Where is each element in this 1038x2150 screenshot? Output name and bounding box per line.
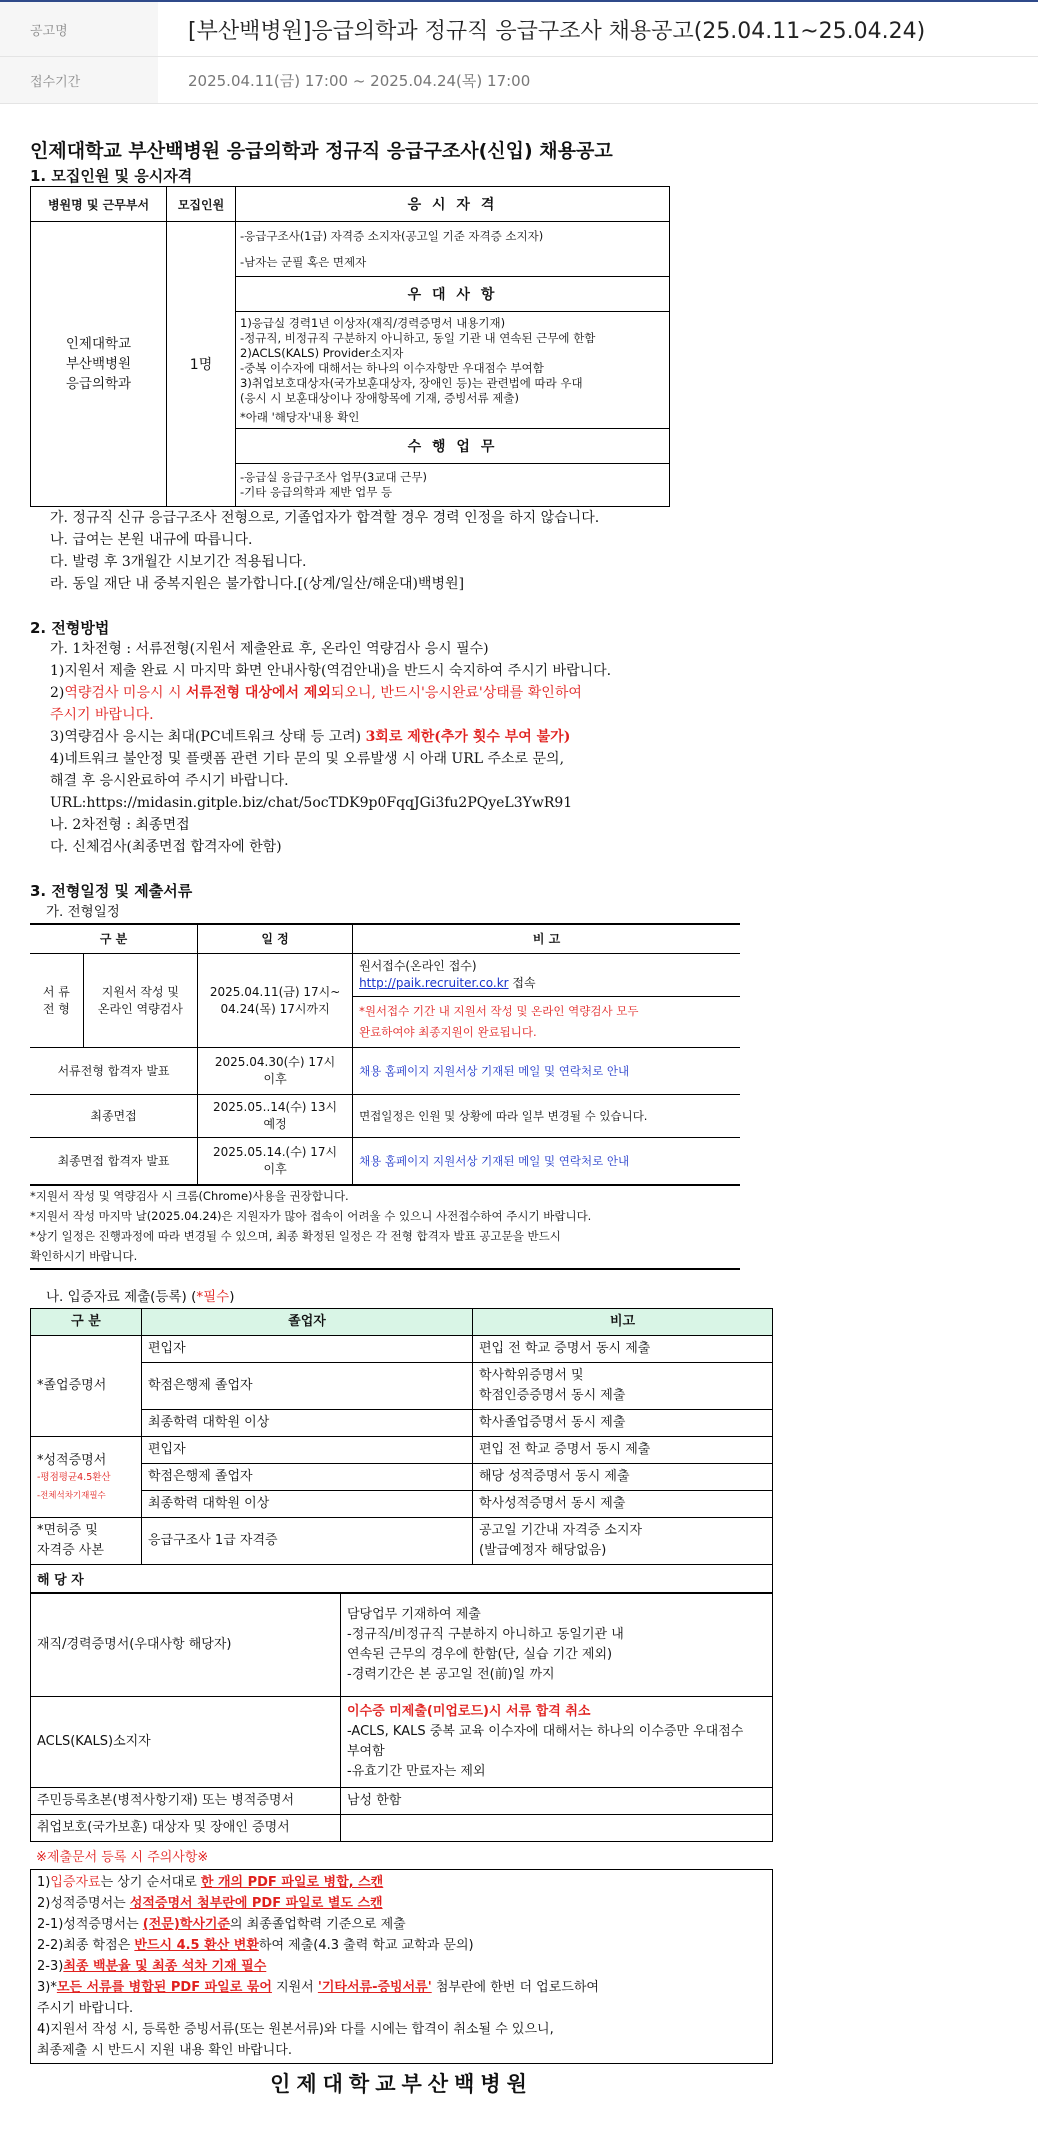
schedule-table bbox=[30, 923, 740, 1186]
text-run: 한 개의 PDF 파일로 병합, 스캔 bbox=[200, 1875, 384, 1890]
schedule-date: 2025.05.14.(수) 17시 이후 bbox=[198, 1138, 353, 1186]
caution-line: 최종제출 시 반드시 지원 내용 확인 바랍니다. bbox=[37, 2043, 292, 2058]
schedule-col-date: 일 정 bbox=[198, 924, 353, 954]
docs-type: 응급구조사 1급 자격증 bbox=[142, 1518, 473, 1565]
text-run: 2-3) bbox=[37, 1959, 64, 1974]
text-run: 2)성적증명서는 bbox=[37, 1896, 130, 1911]
dept-line: 인제대학교 bbox=[65, 336, 132, 352]
docs-col-graduate: 졸업자 bbox=[142, 1309, 473, 1336]
duty-line: -응급실 응급구조사 업무(3교대 근무) bbox=[240, 470, 427, 484]
process-line: 1)지원서 제출 완료 시 마지막 화면 안내사항(역검안내)을 반드시 숙지하여 주시기 바랍니다. bbox=[50, 663, 612, 679]
docs-note: 학사성적증명서 동시 제출 bbox=[473, 1491, 773, 1518]
schedule-footnote: *지원서 작성 및 역량검사 시 크롬(Chrome)사용을 권장합니다. bbox=[30, 1189, 349, 1203]
schedule-notes bbox=[30, 1186, 740, 1270]
transcript-title: *성적증명서 bbox=[37, 1453, 107, 1468]
documents-subheading bbox=[30, 1286, 790, 1308]
schedule-date: 2025.05..14(수) 13시 예정 bbox=[198, 1095, 353, 1138]
duty-line: -기타 응급의학과 제반 업무 등 bbox=[240, 485, 393, 499]
docs-note: 편입 전 학교 증명서 동시 제출 bbox=[473, 1437, 773, 1464]
text-run: 역량검사 미응시 시 bbox=[64, 685, 186, 701]
text-run: 입증자료 bbox=[50, 1875, 101, 1890]
text-run: 1) bbox=[37, 1875, 51, 1890]
notice-title-row bbox=[0, 2, 1038, 57]
section-1-note: 나. 급여는 본원 내규에 따릅니다. bbox=[50, 532, 253, 548]
schedule-footnote: *상기 일정은 진행과정에 따라 변경될 수 있으며, 최종 확정된 일정은 각 전형 합격자 발표 공고문을 반드시 bbox=[30, 1229, 561, 1243]
process-line: 주시기 바랍니다. bbox=[50, 707, 154, 723]
caution-line bbox=[37, 1935, 766, 1956]
notice-body bbox=[30, 132, 790, 2098]
preference-line: (응시 시 보훈대상이나 장애항목에 기재, 증빙서류 제출) bbox=[240, 390, 519, 405]
process-line-limit bbox=[30, 726, 790, 748]
text-run: 3회로 제한(추가 횟수 부여 불가) bbox=[365, 729, 571, 745]
target-note bbox=[341, 1815, 773, 1842]
schedule-col-note: 비 고 bbox=[353, 924, 740, 954]
section-1-note: 라. 동일 재단 내 중복지원은 불가합니다.[(상계/일산/해운대)백병원] bbox=[50, 576, 465, 592]
schedule-row-subtype: 지원서 작성 및 온라인 역량검사 bbox=[83, 954, 197, 1048]
notice-period-row bbox=[0, 57, 1038, 104]
caution-line bbox=[37, 1914, 766, 1935]
text-run: '기타서류-증빙서류' bbox=[317, 1980, 432, 1995]
transcript-requirement: -전체석차기재필수 bbox=[37, 1491, 106, 1501]
document-title: 인제대학교 부산백병원 응급의학과 정규직 응급구조사(신입) 채용공고 bbox=[30, 140, 613, 162]
notice-title: [부산백병원]응급의학과 정규직 응급구조사 채용공고(25.04.11~25.04.24) bbox=[188, 18, 926, 44]
text-run: 나. 입증자료 제출(등록) ( bbox=[46, 1289, 197, 1305]
caution-line: 4)지원서 작성 시, 등록한 증빙서류(또는 원본서류)와 다를 시에는 합격이 취소될 수 있으니, bbox=[37, 2022, 554, 2037]
target-note bbox=[341, 1697, 773, 1788]
preference-note: *아래 '해당자'내용 확인 bbox=[240, 409, 360, 424]
docs-col-note: 비고 bbox=[473, 1309, 773, 1336]
text-run: 의 최종졸업학력 기준으로 제출 bbox=[230, 1917, 406, 1932]
text-run: 는 상기 순서대로 bbox=[100, 1875, 201, 1890]
caution-heading: ※제출문서 등록 시 주의사항※ bbox=[36, 1850, 209, 1865]
docs-type: 편입자 bbox=[142, 1437, 473, 1464]
documents-table bbox=[30, 1308, 773, 1565]
caution-line bbox=[37, 1977, 766, 1998]
target-warning: 이수증 미제출(미업로드)시 서류 합격 취소 bbox=[347, 1704, 591, 1719]
docs-note: 학사졸업증명서 동시 제출 bbox=[473, 1410, 773, 1437]
target-item: 주민등록초본(병적사항기재) 또는 병적증명서 bbox=[31, 1788, 341, 1815]
duty-heading: 수 행 업 무 bbox=[236, 429, 670, 464]
section-1-heading: 1. 모집인원 및 응시자격 bbox=[30, 167, 193, 185]
text-run: 하여 제출(4.3 출력 학교 교학과 문의) bbox=[258, 1938, 474, 1953]
docs-note: 공고일 기간내 자격증 소지자 (발급예정자 해당없음) bbox=[473, 1518, 773, 1565]
schedule-footnote: 확인하시기 바랍니다. bbox=[30, 1249, 138, 1263]
target-item: ACLS(KALS)소지자 bbox=[31, 1697, 341, 1788]
process-line: 나. 2차전형 : 최종면접 bbox=[50, 817, 190, 833]
schedule-warning: *원서접수 기간 내 지원서 작성 및 온라인 역량검사 모두 완료하여야 최종지원이 완료됩니다. bbox=[359, 1004, 639, 1039]
target-item: 재직/경력증명서(우대사항 해당자) bbox=[31, 1593, 341, 1697]
caution-line: 주시기 바랍니다. bbox=[37, 2001, 134, 2016]
dept-line: 부산백병원 bbox=[65, 356, 132, 372]
required-mark: *필수 bbox=[196, 1289, 230, 1305]
schedule-col-type: 구 분 bbox=[30, 924, 198, 954]
docs-note: 해당 성적증명서 동시 제출 bbox=[473, 1464, 773, 1491]
docs-type: 편입자 bbox=[142, 1336, 473, 1363]
schedule-note: 면접일정은 인원 및 상황에 따라 일부 변경될 수 있습니다. bbox=[353, 1095, 740, 1138]
text-run: 서류전형 대상에서 제외 bbox=[185, 685, 331, 701]
qualification-cell bbox=[236, 222, 670, 277]
license-head: *면허증 및 자격증 사본 bbox=[31, 1518, 142, 1565]
docs-col-type: 구 분 bbox=[31, 1309, 142, 1336]
preference-line: 1)응급실 경력1년 이상자(재직/경력증명서 내용기재) bbox=[240, 315, 506, 330]
text-run: 모든 서류를 병합된 PDF 파일로 묶어 bbox=[56, 1980, 272, 1995]
qualification-line: -응급구조사(1급) 자격증 소지자(공고일 기준 자격증 소지자) bbox=[240, 228, 544, 243]
section-1-note: 가. 정규직 신규 응급구조사 전형으로, 기졸업자가 합격할 경우 경력 인정을 하지 않습니다. bbox=[50, 510, 600, 526]
text-run: 3)역량검사 응시는 최대(PC네트워크 상태 등 고려) bbox=[50, 729, 366, 745]
text-run: 반드시 4.5 환산 변환 bbox=[134, 1938, 259, 1953]
transcript-head bbox=[31, 1437, 142, 1518]
duty-cell bbox=[236, 464, 670, 507]
col-qualification: 응 시 자 격 bbox=[236, 187, 670, 222]
text-run: 2-2)최종 학점은 bbox=[37, 1938, 135, 1953]
text-run: 되오니, 반드시'응시완료'상태를 확인하여 bbox=[330, 685, 582, 701]
docs-type: 학점은행제 졸업자 bbox=[142, 1464, 473, 1491]
qualification-table bbox=[30, 186, 670, 507]
section-3-heading: 3. 전형일정 및 제출서류 bbox=[30, 882, 193, 900]
schedule-note: 채용 홈페이지 지원서상 기재된 메일 및 연락처로 안내 bbox=[353, 1138, 740, 1186]
schedule-date: 2025.04.30(수) 17시 이후 bbox=[198, 1048, 353, 1095]
docs-type: 최종학력 대학원 이상 bbox=[142, 1491, 473, 1518]
schedule-date: 2025.04.11(금) 17시~ 04.24(목) 17시까지 bbox=[198, 954, 353, 1048]
process-line: 가. 1차전형 : 서류전형(지원서 제출완료 후, 온라인 역량검사 응시 필수) bbox=[50, 641, 489, 657]
schedule-note-text: 원서접수(온라인 접수) bbox=[359, 959, 477, 973]
docs-type: 학점은행제 졸업자 bbox=[142, 1363, 473, 1410]
notice-period: 2025.04.11(금) 17:00 ~ 2025.04.24(목) 17:00 bbox=[188, 71, 531, 90]
target-note-text: -ACLS, KALS 중복 교육 이수자에 대해서는 하나의 이수증만 우대점수 부여함 -유효기간 만료자는 제외 bbox=[347, 1724, 744, 1779]
preference-heading: 우 대 사 항 bbox=[236, 277, 670, 312]
col-dept: 병원명 및 근무부서 bbox=[31, 187, 167, 222]
docs-type: 최종학력 대학원 이상 bbox=[142, 1410, 473, 1437]
schedule-note bbox=[353, 954, 740, 1048]
target-table bbox=[30, 1592, 773, 1842]
text-run: 지원서 bbox=[271, 1980, 318, 1995]
count-cell: 1명 bbox=[167, 222, 236, 507]
col-count: 모집인원 bbox=[167, 187, 236, 222]
period-label: 접수기간 bbox=[0, 57, 158, 103]
schedule-footnote: *지원서 작성 마지막 날(2025.04.24)은 지원자가 많아 접속이 어려울 수 있으니 사전접수하여 주시기 바랍니다. bbox=[30, 1209, 592, 1223]
section-2-heading: 2. 전형방법 bbox=[30, 619, 110, 637]
dept-line: 응급의학과 bbox=[65, 376, 132, 392]
schedule-row-type: 최종면접 합격자 발표 bbox=[30, 1138, 198, 1186]
preference-cell bbox=[236, 312, 670, 429]
schedule-subheading: 가. 전형일정 bbox=[46, 904, 120, 920]
caution-line bbox=[37, 1872, 766, 1893]
text-run: (전문)학사기준 bbox=[142, 1917, 231, 1932]
docs-note: 편입 전 학교 증명서 동시 제출 bbox=[473, 1336, 773, 1363]
caution-line bbox=[37, 1893, 766, 1914]
title-label: 공고명 bbox=[0, 2, 158, 56]
transcript-requirement: -평점평균4.5환산 bbox=[37, 1472, 111, 1483]
docs-note: 학사학위증명서 및 학점인증증명서 동시 제출 bbox=[473, 1363, 773, 1410]
preference-line: 2)ACLS(KALS) Provider소지자 bbox=[240, 345, 404, 360]
text-run: 첨부란에 한번 더 업로드하여 bbox=[431, 1980, 599, 1995]
section-1-note: 다. 발령 후 3개월간 시보기간 적용됩니다. bbox=[50, 554, 307, 570]
process-line-warning bbox=[30, 682, 790, 704]
text-run: 2) bbox=[50, 685, 65, 701]
process-line: 다. 신체검사(최종면접 합격자에 한함) bbox=[50, 839, 282, 855]
dept-cell bbox=[31, 222, 167, 507]
preference-line: -중복 이수자에 대해서는 하나의 이수자항만 우대점수 부여함 bbox=[240, 360, 544, 375]
caution-line bbox=[37, 1956, 766, 1977]
target-note: 남성 한함 bbox=[341, 1788, 773, 1815]
process-line: 4)네트워크 불안정 및 플랫폼 관련 기타 문의 및 오류발생 시 아래 URL 주소로 문의, bbox=[50, 751, 565, 767]
target-note: 담당업무 기재하여 제출 -정규직/비정규직 구분하지 아니하고 동일기관 내 연속된 근무의 경우에 한함(단, 실습 기간 제외) -경력기간은 본 공고일 전(前)일 까지 bbox=[341, 1593, 773, 1697]
text-run: 최종 백분율 및 최종 석차 기재 필수 bbox=[63, 1959, 267, 1974]
qualification-line: -남자는 군필 혹은 면제자 bbox=[240, 254, 367, 269]
schedule-note: 채용 홈페이지 지원서상 기재된 메일 및 연락처로 안내 bbox=[353, 1048, 740, 1095]
recruit-site-link[interactable]: http://paik.recruiter.co.kr bbox=[359, 976, 509, 990]
text-run: 2-1)성적증명서는 bbox=[37, 1917, 143, 1932]
text-run: 접속 bbox=[508, 976, 536, 990]
graduation-cert-head: *졸업증명서 bbox=[31, 1336, 142, 1437]
schedule-row-type: 최종면접 bbox=[30, 1095, 198, 1138]
preference-line: 3)취업보호대상자(국가보훈대상자, 장애인 등)는 관련법에 따라 우대 bbox=[240, 375, 583, 390]
support-url: URL:https://midasin.gitple.biz/chat/5ocTDK9p0FqqJGi3fu2PQyeL3YwR91 bbox=[50, 795, 573, 811]
text-run: 성적증명서 첨부란에 PDF 파일로 별도 스캔 bbox=[129, 1896, 383, 1911]
text-run: 3)* bbox=[37, 1980, 57, 1995]
text-run: ) bbox=[229, 1289, 235, 1305]
target-item: 취업보호(국가보훈) 대상자 및 장애인 증명서 bbox=[31, 1815, 341, 1842]
process-line: 해결 후 응시완료하여 주시기 바랍니다. bbox=[50, 773, 289, 789]
caution-box bbox=[30, 1869, 773, 2064]
target-heading: 해 당 자 bbox=[30, 1565, 773, 1592]
hospital-signature: 인제대학교부산백병원 bbox=[270, 2072, 533, 2096]
schedule-row-type: 서류전형 합격자 발표 bbox=[30, 1048, 198, 1095]
preference-line: -정규직, 비정규직 구분하지 아니하고, 동일 기관 내 연속된 근무에 한함 bbox=[240, 330, 596, 345]
schedule-row-type: 서 류 전 형 bbox=[30, 954, 83, 1048]
